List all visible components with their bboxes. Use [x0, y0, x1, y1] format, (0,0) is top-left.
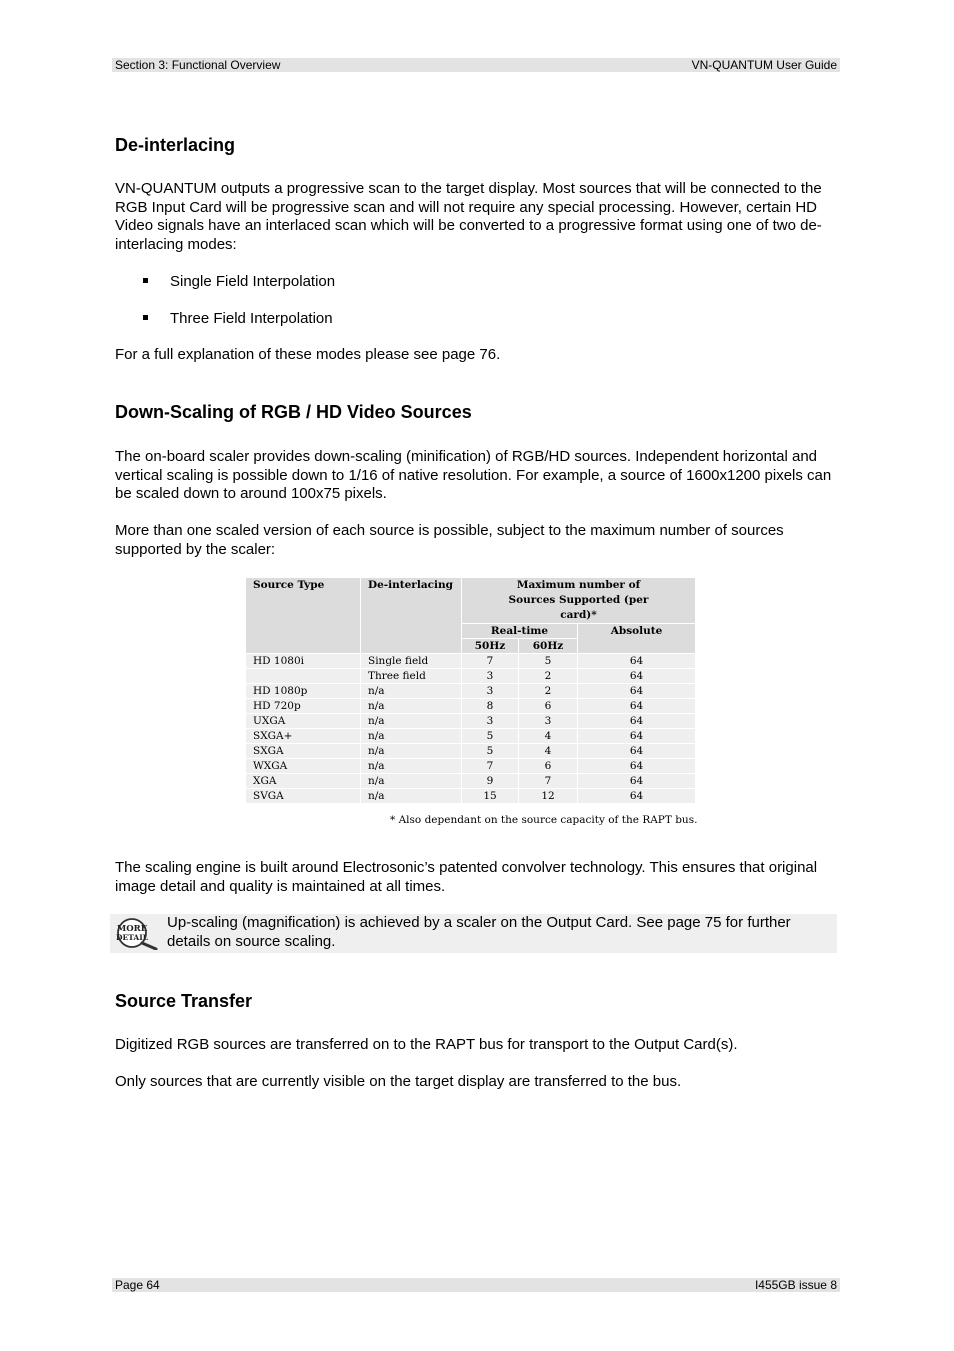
icon-label-2: DETAIL	[116, 933, 148, 942]
header-max-sources: Maximum number of Sources Supported (per card)*	[462, 578, 696, 624]
bullet-square-icon	[143, 315, 148, 320]
bullet-item	[143, 310, 333, 328]
cell-source-type: XGA	[246, 774, 361, 789]
cell-60hz: 12	[519, 789, 578, 804]
header-source-type: Source Type	[246, 578, 361, 654]
downscaling-para3: The scaling engine is built around Electrosonic’s patented convolver technology. This ensures that original image detail and quality is maintained at all times.	[115, 859, 818, 895]
bullet-text: Three Field Interpolation	[170, 310, 333, 327]
cell-50hz: 5	[462, 729, 519, 744]
bullet-text: Single Field Interpolation	[170, 273, 336, 290]
table-row	[246, 729, 696, 744]
cell-deinterlacing: n/a	[361, 714, 462, 729]
more-detail-icon	[114, 918, 158, 950]
header-absolute: Absolute	[578, 624, 696, 654]
sources-table	[245, 577, 696, 804]
cell-source-type: HD 1080p	[246, 684, 361, 699]
cell-absolute: 64	[578, 714, 696, 729]
table-row	[246, 744, 696, 759]
cell-deinterlacing: n/a	[361, 774, 462, 789]
cell-absolute: 64	[578, 774, 696, 789]
cell-deinterlacing: Single field	[361, 654, 462, 669]
cell-source-type: HD 720p	[246, 699, 361, 714]
cell-deinterlacing: n/a	[361, 729, 462, 744]
cell-source-type: SXGA	[246, 744, 361, 759]
footer-issue: I455GB issue 8	[754, 1278, 837, 1292]
cell-50hz: 3	[462, 714, 519, 729]
cell-absolute: 64	[578, 759, 696, 774]
table-body	[246, 654, 696, 804]
header-50hz: 50Hz	[462, 639, 519, 654]
deinterlacing-intro: VN-QUANTUM outputs a progressive scan to the target display. Most sources that will be connected to the RGB Input Card will be progressive scan and will not require any special processing. However, certain HD Video signals have an interlaced scan which will be converted to a progressive format using one of two de-interlacing modes:	[115, 180, 822, 253]
cell-60hz: 6	[519, 699, 578, 714]
table-row	[246, 714, 696, 729]
page-header	[112, 58, 840, 72]
table-row	[246, 669, 696, 684]
table-row	[246, 699, 696, 714]
cell-absolute: 64	[578, 789, 696, 804]
cell-50hz: 8	[462, 699, 519, 714]
page-footer	[112, 1278, 840, 1292]
header-guide-title: VN-QUANTUM User Guide	[691, 58, 837, 72]
cell-50hz: 3	[462, 684, 519, 699]
header-section: Section 3: Functional Overview	[115, 58, 281, 72]
cell-source-type: SXGA+	[246, 729, 361, 744]
cell-absolute: 64	[578, 699, 696, 714]
bullet-item	[143, 273, 335, 291]
cell-absolute: 64	[578, 669, 696, 684]
heading-deinterlacing: De-interlacing	[115, 135, 236, 155]
cell-50hz: 9	[462, 774, 519, 789]
cell-source-type	[246, 669, 361, 684]
footer-page-number: Page 64	[115, 1278, 160, 1292]
cell-60hz: 2	[519, 669, 578, 684]
table-row	[246, 759, 696, 774]
table-row	[246, 654, 696, 669]
cell-source-type: HD 1080i	[246, 654, 361, 669]
table-footnote: * Also dependant on the source capacity of the RAPT bus.	[390, 814, 698, 826]
cell-50hz: 7	[462, 759, 519, 774]
cell-absolute: 64	[578, 654, 696, 669]
cell-60hz: 4	[519, 744, 578, 759]
cell-deinterlacing: n/a	[361, 744, 462, 759]
icon-label-1: MORE	[116, 924, 148, 934]
cell-50hz: 3	[462, 669, 519, 684]
header-60hz: 60Hz	[519, 639, 578, 654]
cell-60hz: 4	[519, 729, 578, 744]
header-realtime: Real-time	[462, 624, 578, 639]
cell-absolute: 64	[578, 729, 696, 744]
source-transfer-para1: Digitized RGB sources are transferred on to the RAPT bus for transport to the Output Card(s).	[115, 1036, 738, 1053]
cell-absolute: 64	[578, 744, 696, 759]
cell-source-type: WXGA	[246, 759, 361, 774]
deinterlacing-outro: For a full explanation of these modes please see page 76.	[115, 346, 501, 363]
table-row	[246, 684, 696, 699]
cell-absolute: 64	[578, 684, 696, 699]
cell-50hz: 5	[462, 744, 519, 759]
heading-downscaling: Down-Scaling of RGB / HD Video Sources	[115, 402, 472, 422]
cell-50hz: 7	[462, 654, 519, 669]
cell-deinterlacing: n/a	[361, 699, 462, 714]
cell-50hz: 15	[462, 789, 519, 804]
downscaling-para1: The on-board scaler provides down-scaling (minification) of RGB/HD sources. Independent horizontal and vertical scaling is possible down to 1/16 of native resolution. For example, a source of 1600x1200 pixels can be scaled down to around 100x75 pixels.	[115, 448, 832, 502]
cell-60hz: 3	[519, 714, 578, 729]
cell-source-type: UXGA	[246, 714, 361, 729]
cell-60hz: 7	[519, 774, 578, 789]
table-row	[246, 789, 696, 804]
header-deinterlacing: De-interlacing	[361, 578, 462, 654]
cell-deinterlacing: Three field	[361, 669, 462, 684]
cell-source-type: SVGA	[246, 789, 361, 804]
more-detail-note	[110, 914, 837, 953]
bullet-square-icon	[143, 278, 148, 283]
cell-deinterlacing: n/a	[361, 759, 462, 774]
cell-deinterlacing: n/a	[361, 789, 462, 804]
cell-deinterlacing: n/a	[361, 684, 462, 699]
heading-source-transfer: Source Transfer	[115, 991, 253, 1011]
cell-60hz: 6	[519, 759, 578, 774]
cell-60hz: 5	[519, 654, 578, 669]
table-row	[246, 774, 696, 789]
downscaling-para2: More than one scaled version of each source is possible, subject to the maximum number of sources supported by the scaler:	[115, 522, 784, 558]
note-text: Up-scaling (magnification) is achieved by a scaler on the Output Card. See page 75 for further details on source scaling.	[167, 914, 791, 950]
source-transfer-para2: Only sources that are currently visible on the target display are transferred to the bus.	[115, 1073, 682, 1090]
cell-60hz: 2	[519, 684, 578, 699]
